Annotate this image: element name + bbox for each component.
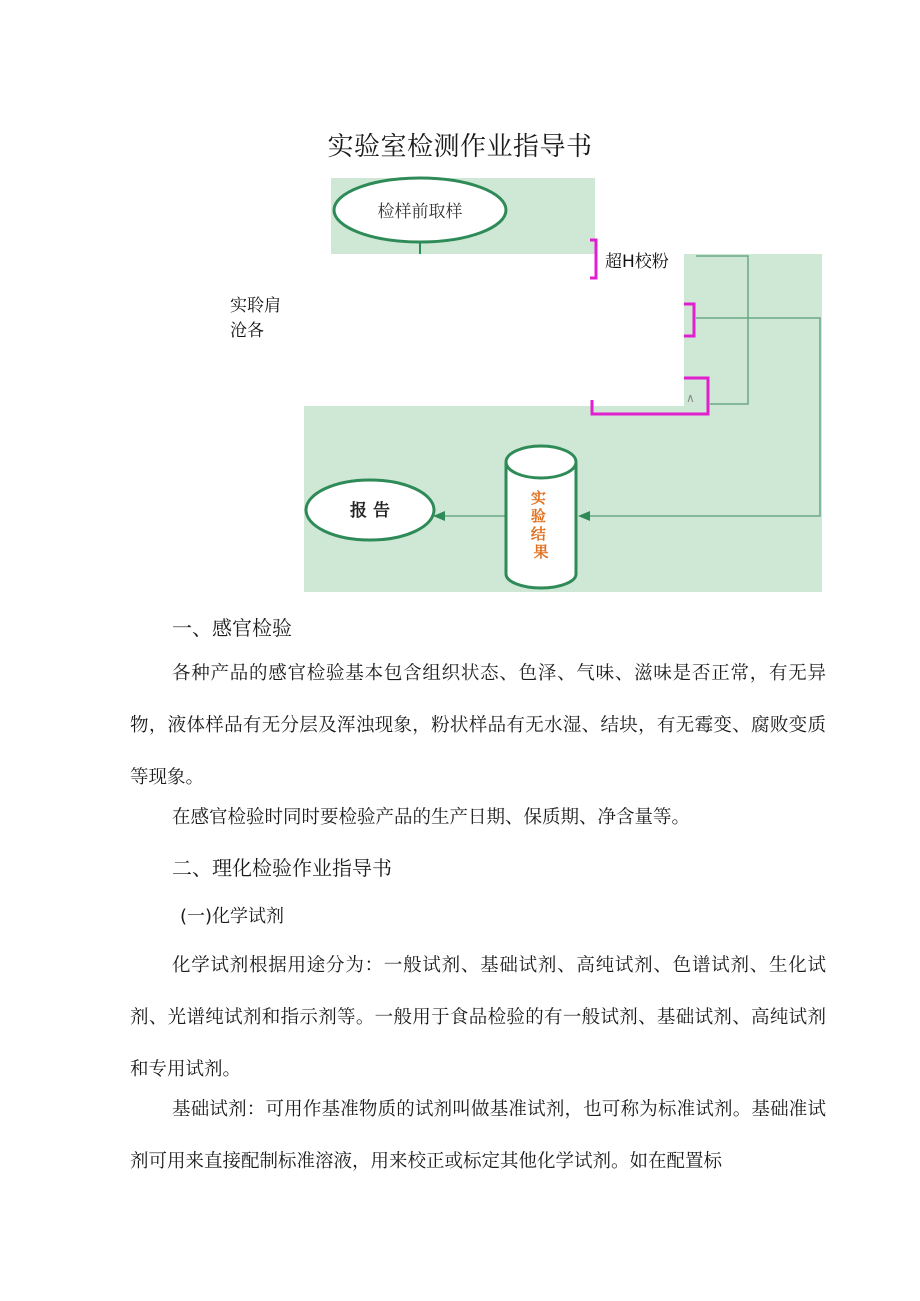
flow-blank-area xyxy=(304,254,684,406)
node-report-label: 报 告 xyxy=(350,501,390,521)
section-1-paragraph-1: 各种产品的感官检验基本包含组织状态、色泽、气味、滋味是否正常，有无异物，液体样品有无分层及浑浊现象，粉状样品有无水湿、结块，有无霉变、腐败变质等现象。 xyxy=(130,663,826,788)
page-title: 实验室检测作业指导书 xyxy=(327,132,593,162)
section-2-heading: 二、理化检验作业指导书 xyxy=(172,856,392,880)
flow-fragment-glyph: ∧ xyxy=(686,391,695,405)
flow-label-right: 超H校粉 xyxy=(603,250,671,275)
section-2-paragraph-2: 基础试剂：可用作基准物质的试剂叫做基准试剂，也可称为标准试剂。基础准试剂可用来直接配制标准溶液，用来校正或标定其他化学试剂。如在配置标 xyxy=(130,1099,826,1172)
section-1-paragraph-2: 在感官检验时同时要检验产品的生产日期、保质期、净含量等。 xyxy=(172,807,691,828)
section-2-subheading: (一)化学试剂 xyxy=(180,906,285,927)
flow-label-left-line2: 沧各 xyxy=(230,321,264,341)
node-sampling-label: 检样前取样 xyxy=(377,202,463,222)
section-1-heading: 一、感官检验 xyxy=(172,616,292,640)
section-2-paragraph-1: 化学试剂根据用途分为：一般试剂、基础试剂、高纯试剂、色谱试剂、生化试剂、光谱纯试剂和指示剂等。一般用于食品检验的有一般试剂、基础试剂、高纯试剂和专用试剂。 xyxy=(130,955,826,1080)
node-result-top xyxy=(506,446,576,478)
node-result-label: 实 验 结 果 xyxy=(530,489,549,561)
flow-label-left-line1: 实聆肩 xyxy=(230,296,281,316)
flowchart-figure xyxy=(0,0,920,600)
flow-label-left xyxy=(230,294,281,344)
